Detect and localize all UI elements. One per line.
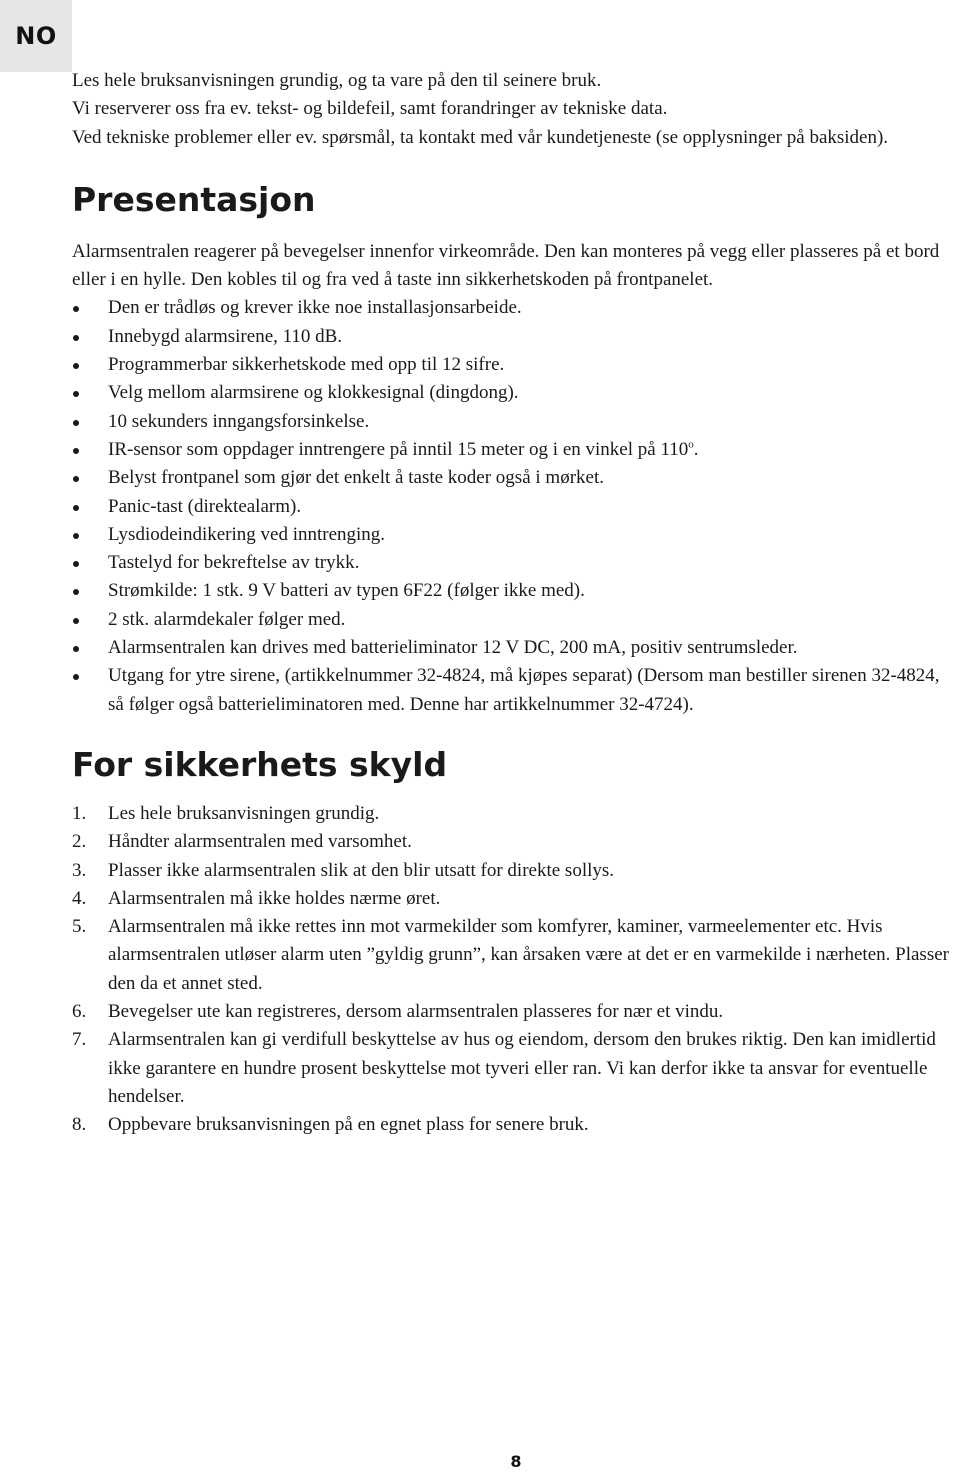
feature-text: Velg mellom alarmsirene og klokkesignal (dingdong).	[108, 382, 519, 404]
feature-item	[72, 464, 956, 492]
safety-item-number: 2.	[72, 831, 87, 853]
bullet-icon	[73, 505, 79, 511]
page-number: 8	[510, 1452, 522, 1471]
safety-item	[72, 1026, 956, 1111]
safety-item	[72, 828, 956, 856]
feature-list	[72, 294, 956, 718]
safety-item-text: Plasser ikke alarmsentralen slik at den blir utsatt for direkte sollys.	[108, 859, 615, 881]
section-title-sikkerhet: For sikkerhets skyld	[72, 744, 448, 784]
safety-item	[72, 1111, 956, 1139]
degree-superscript: o	[688, 438, 694, 451]
feature-text: Belyst frontpanel som gjør det enkelt å taste koder også i mørket.	[108, 467, 604, 489]
feature-item	[72, 351, 956, 379]
safety-item-text: Les hele bruksanvisningen grundig.	[108, 802, 380, 824]
safety-item	[72, 913, 956, 998]
safety-item-text: Alarmsentralen må ikke rettes inn mot varmekilder som komfyrer, kaminer, varmeelementer etc. Hvis alarmsentralen utløser alarm uten ”gyldig grunn”, kan årsaken være at det er en varmekilde i nærheten. Plasser den da et annet sted.	[108, 916, 949, 994]
feature-item	[72, 521, 956, 549]
safety-item-number: 8.	[72, 1114, 87, 1136]
feature-item	[72, 577, 956, 605]
bullet-icon	[73, 363, 79, 369]
feature-text: 2 stk. alarmdekaler følger med.	[108, 608, 346, 630]
feature-item	[72, 323, 956, 351]
feature-item	[72, 408, 956, 436]
presentation-paragraph: Alarmsentralen reagerer på bevegelser innenfor virkeområde. Den kan monteres på vegg eller plasseres på et bord eller i en hylle. Den kobles til og fra ved å taste inn sikkerhetskoden på frontpanelet.	[72, 240, 940, 291]
feature-text: Programmerbar sikkerhetskode med opp til 12 sifre.	[108, 354, 505, 376]
intro-line: Les hele bruksanvisningen grundig, og ta vare på den til seinere bruk.	[72, 70, 602, 91]
safety-item-number: 3.	[72, 859, 87, 881]
safety-item	[72, 800, 956, 828]
intro-block	[72, 67, 956, 152]
safety-item-number: 6.	[72, 1001, 87, 1023]
feature-item	[72, 294, 956, 322]
feature-item	[72, 634, 956, 662]
safety-list	[72, 800, 956, 1140]
bullet-icon	[73, 476, 79, 482]
language-tab: NO	[0, 0, 72, 72]
bullet-icon	[73, 589, 79, 595]
feature-text: IR-sensor som oppdager inntrengere på inntil 15 meter og i en vinkel på 110	[108, 438, 689, 460]
feature-text: Utgang for ytre sirene, (artikkelnummer 32-4824, må kjøpes separat) (Dersom man bestiller sirenen 32-4824, så følger også batterieliminatoren med. Denne har artikkelnummer 32-4724).	[108, 665, 940, 715]
safety-item-number: 7.	[72, 1029, 87, 1051]
feature-text: Tastelyd for bekreftelse av trykk.	[108, 552, 360, 574]
safety-item	[72, 857, 956, 885]
bullet-icon	[73, 391, 79, 397]
feature-text: Panic-tast (direktealarm).	[108, 495, 302, 517]
intro-line: Ved tekniske problemer eller ev. spørsmål, ta kontakt med vår kundetjeneste (se opplysninger på baksiden).	[72, 126, 889, 148]
safety-item-number: 1.	[72, 802, 87, 824]
safety-item-text: Bevegelser ute kan registreres, dersom alarmsentralen plasseres for nær et vindu.	[108, 1001, 724, 1023]
safety-item-text: Håndter alarmsentralen med varsomhet.	[108, 831, 412, 853]
feature-text: 10 sekunders inngangsforsinkelse.	[108, 410, 370, 432]
bullet-icon	[73, 533, 79, 539]
feature-item	[72, 379, 956, 407]
safety-item	[72, 885, 956, 913]
safety-item-text: Alarmsentralen kan gi verdifull beskyttelse av hus og eiendom, dersom den brukes riktig. Den kan imidlertid ikke garantere en hundre prosent beskyttelse mot tyveri eller ran. Vi kan derfor ikke ta ansvar for eventuelle hendelser.	[108, 1029, 936, 1107]
feature-item	[72, 606, 956, 634]
safety-item-text: Alarmsentralen må ikke holdes nærme øret.	[108, 887, 441, 909]
feature-item	[72, 549, 956, 577]
feature-text: Lysdiodeindikering ved inntrenging.	[108, 523, 386, 545]
intro-line: Vi reserverer oss fra ev. tekst- og bildefeil, samt forandringer av tekniske data.	[72, 98, 668, 120]
safety-item	[72, 998, 956, 1026]
manual-page-content	[72, 67, 956, 1140]
feature-item	[72, 493, 956, 521]
feature-text: Strømkilde: 1 stk. 9 V batteri av typen 6F22 (følger ikke med).	[108, 580, 585, 602]
bullet-icon	[73, 335, 79, 341]
safety-item-text: Oppbevare bruksanvisningen på en egnet plass for senere bruk.	[108, 1114, 589, 1136]
safety-item-number: 4.	[72, 887, 87, 909]
bullet-icon	[73, 674, 79, 680]
bullet-icon	[73, 306, 79, 312]
section-title-presentasjon: Presentasjon	[72, 179, 316, 219]
bullet-icon	[73, 448, 79, 454]
bullet-icon	[73, 420, 79, 426]
feature-text: Alarmsentralen kan drives med batterieliminator 12 V DC, 200 mA, positiv sentrumsleder.	[108, 637, 798, 659]
safety-item-number: 5.	[72, 916, 87, 938]
feature-text: Den er trådløs og krever ikke noe installasjonsarbeide.	[108, 297, 522, 319]
bullet-icon	[73, 646, 79, 652]
feature-text: Innebygd alarmsirene, 110 dB.	[108, 325, 343, 347]
feature-item	[72, 662, 956, 719]
bullet-icon	[73, 561, 79, 567]
degree-suffix: .	[693, 438, 699, 460]
feature-item	[72, 436, 956, 464]
bullet-icon	[73, 618, 79, 624]
